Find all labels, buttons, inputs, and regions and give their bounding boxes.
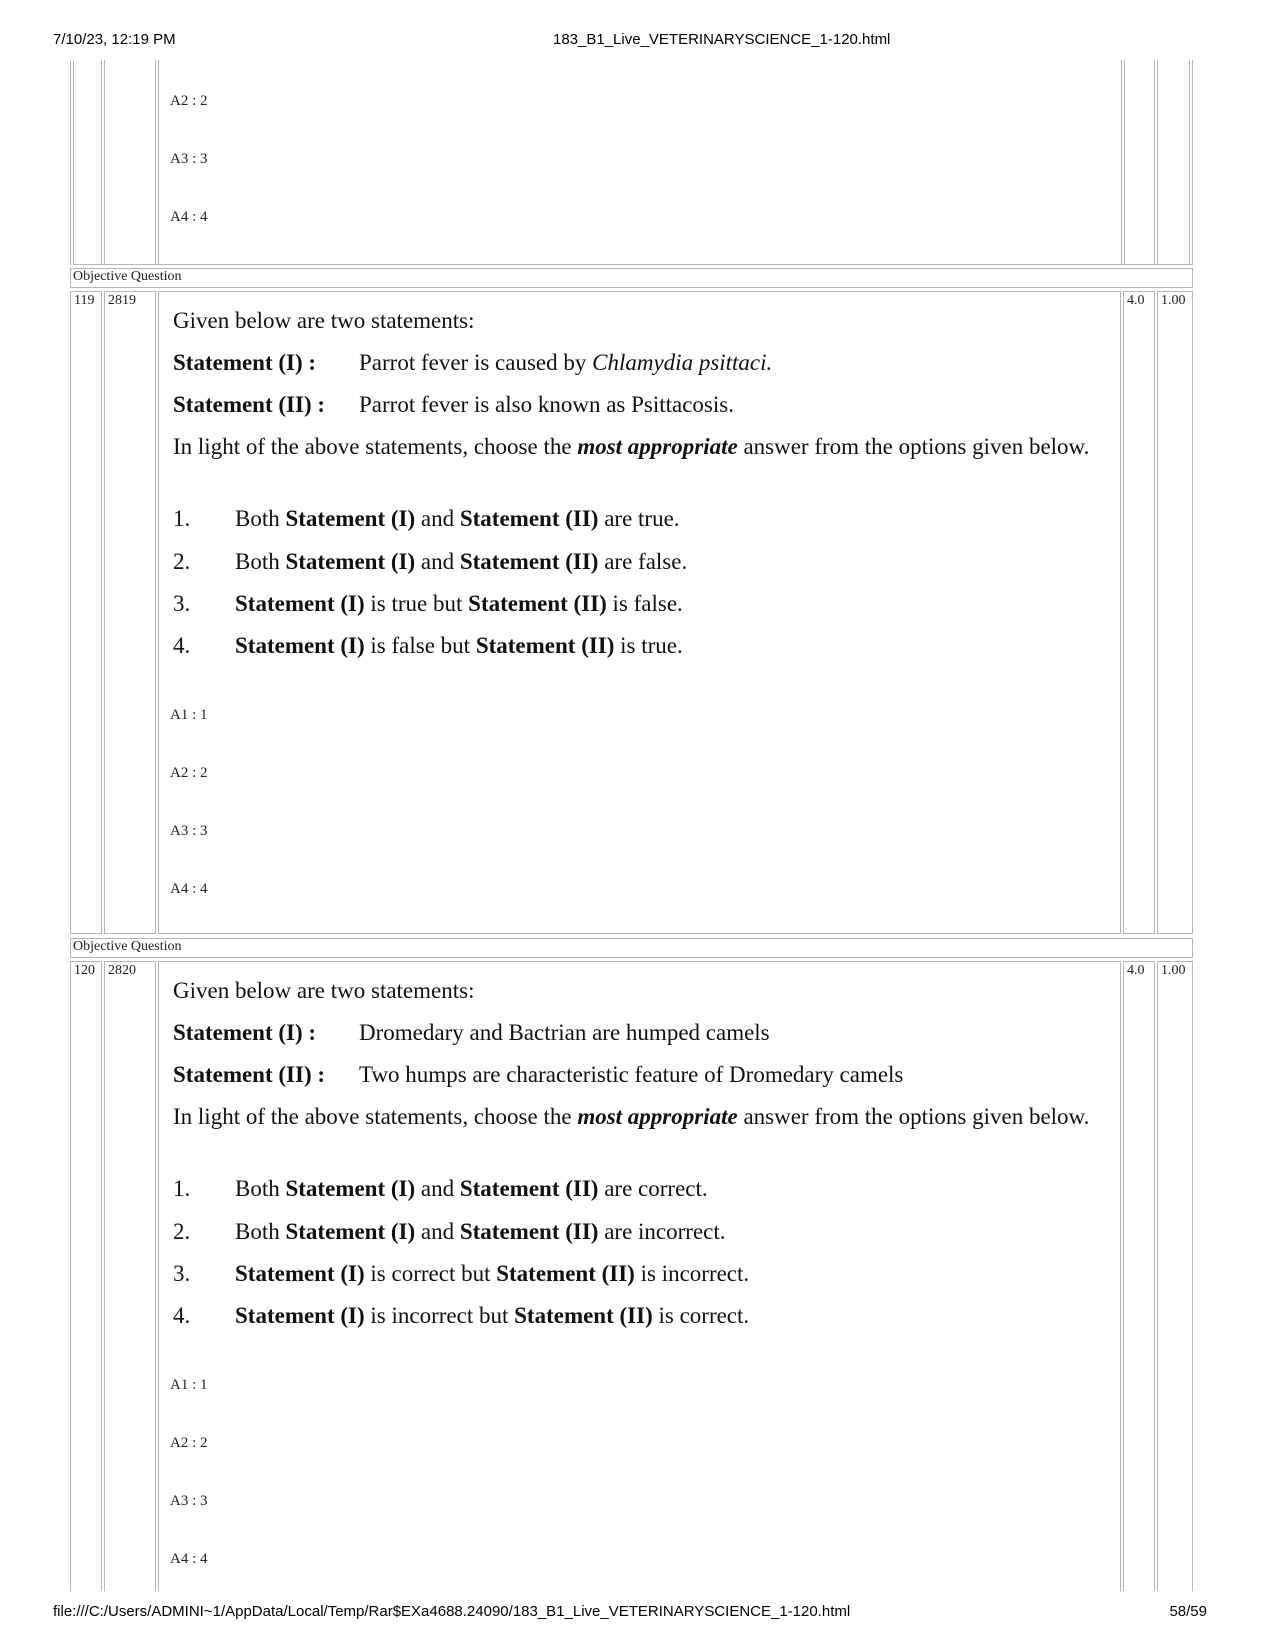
choice-1: 1. Both Statement (I) and Statement (II) are true. [173, 506, 680, 531]
print-file-path: file:///C:/Users/ADMINI~1/AppData/Local/Temp/Rar$EXa4688.24090/183_B1_Live_VETERINARYSCIENCE_1-120.html [53, 1603, 851, 1620]
option-a1: A1 : 1 [170, 707, 208, 723]
choice-3: 3. Statement (I) is correct but Statement (II) is incorrect. [173, 1261, 750, 1286]
choice-2: 2. Both Statement (I) and Statement (II) are incorrect. [173, 1219, 726, 1244]
option-a3: A3 : 3 [170, 1493, 208, 1509]
choice-4: 4. Statement (I) is incorrect but Statement (II) is correct. [173, 1303, 750, 1328]
choice-4: 4. Statement (I) is false but Statement (II) is true. [173, 633, 683, 658]
statement-1: Statement (I) : Parrot fever is caused by Chlamydia psittaci. [173, 350, 773, 375]
prev-option-a2: A2 : 2 [170, 93, 208, 109]
question-marks: 4.0 [1127, 963, 1145, 978]
option-a2: A2 : 2 [170, 1435, 208, 1451]
print-title: 183_B1_Live_VETERINARYSCIENCE_1-120.html [553, 31, 891, 48]
option-a4: A4 : 4 [170, 1551, 208, 1567]
question-id: 2819 [108, 293, 136, 308]
print-datetime: 7/10/23, 12:19 PM [53, 31, 176, 48]
question-intro: Given below are two statements: [173, 308, 475, 333]
question-instruction: In light of the above statements, choose the most appropriate answer from the options given below. [173, 434, 1090, 459]
statement-2: Statement (II) : Two humps are characteristic feature of Dromedary camels [173, 1062, 904, 1087]
prev-option-a3: A3 : 3 [170, 151, 208, 167]
question-negative-marks: 1.00 [1161, 963, 1186, 978]
section-label: Objective Question [73, 269, 182, 284]
option-a3: A3 : 3 [170, 823, 208, 839]
choice-3: 3. Statement (I) is true but Statement (II) is false. [173, 591, 683, 616]
section-header [70, 268, 1193, 288]
section-label: Objective Question [73, 939, 182, 954]
question-instruction: In light of the above statements, choose the most appropriate answer from the options given below. [173, 1104, 1090, 1129]
question-serial: 119 [74, 293, 95, 308]
section-header [70, 938, 1193, 958]
question-negative-marks: 1.00 [1161, 293, 1186, 308]
question-id: 2820 [108, 963, 136, 978]
question-serial: 120 [74, 963, 95, 978]
choice-1: 1. Both Statement (I) and Statement (II) are correct. [173, 1176, 708, 1201]
question-intro: Given below are two statements: [173, 978, 475, 1003]
choice-2: 2. Both Statement (I) and Statement (II) are false. [173, 549, 688, 574]
prev-option-a4: A4 : 4 [170, 209, 208, 225]
print-page-number: 58/59 [1169, 1603, 1207, 1620]
option-a1: A1 : 1 [170, 1377, 208, 1393]
question-marks: 4.0 [1127, 293, 1145, 308]
option-a2: A2 : 2 [170, 765, 208, 781]
statement-2: Statement (II) : Parrot fever is also known as Psittacosis. [173, 392, 734, 417]
statement-1: Statement (I) : Dromedary and Bactrian are humped camels [173, 1020, 770, 1045]
option-a4: A4 : 4 [170, 881, 208, 897]
